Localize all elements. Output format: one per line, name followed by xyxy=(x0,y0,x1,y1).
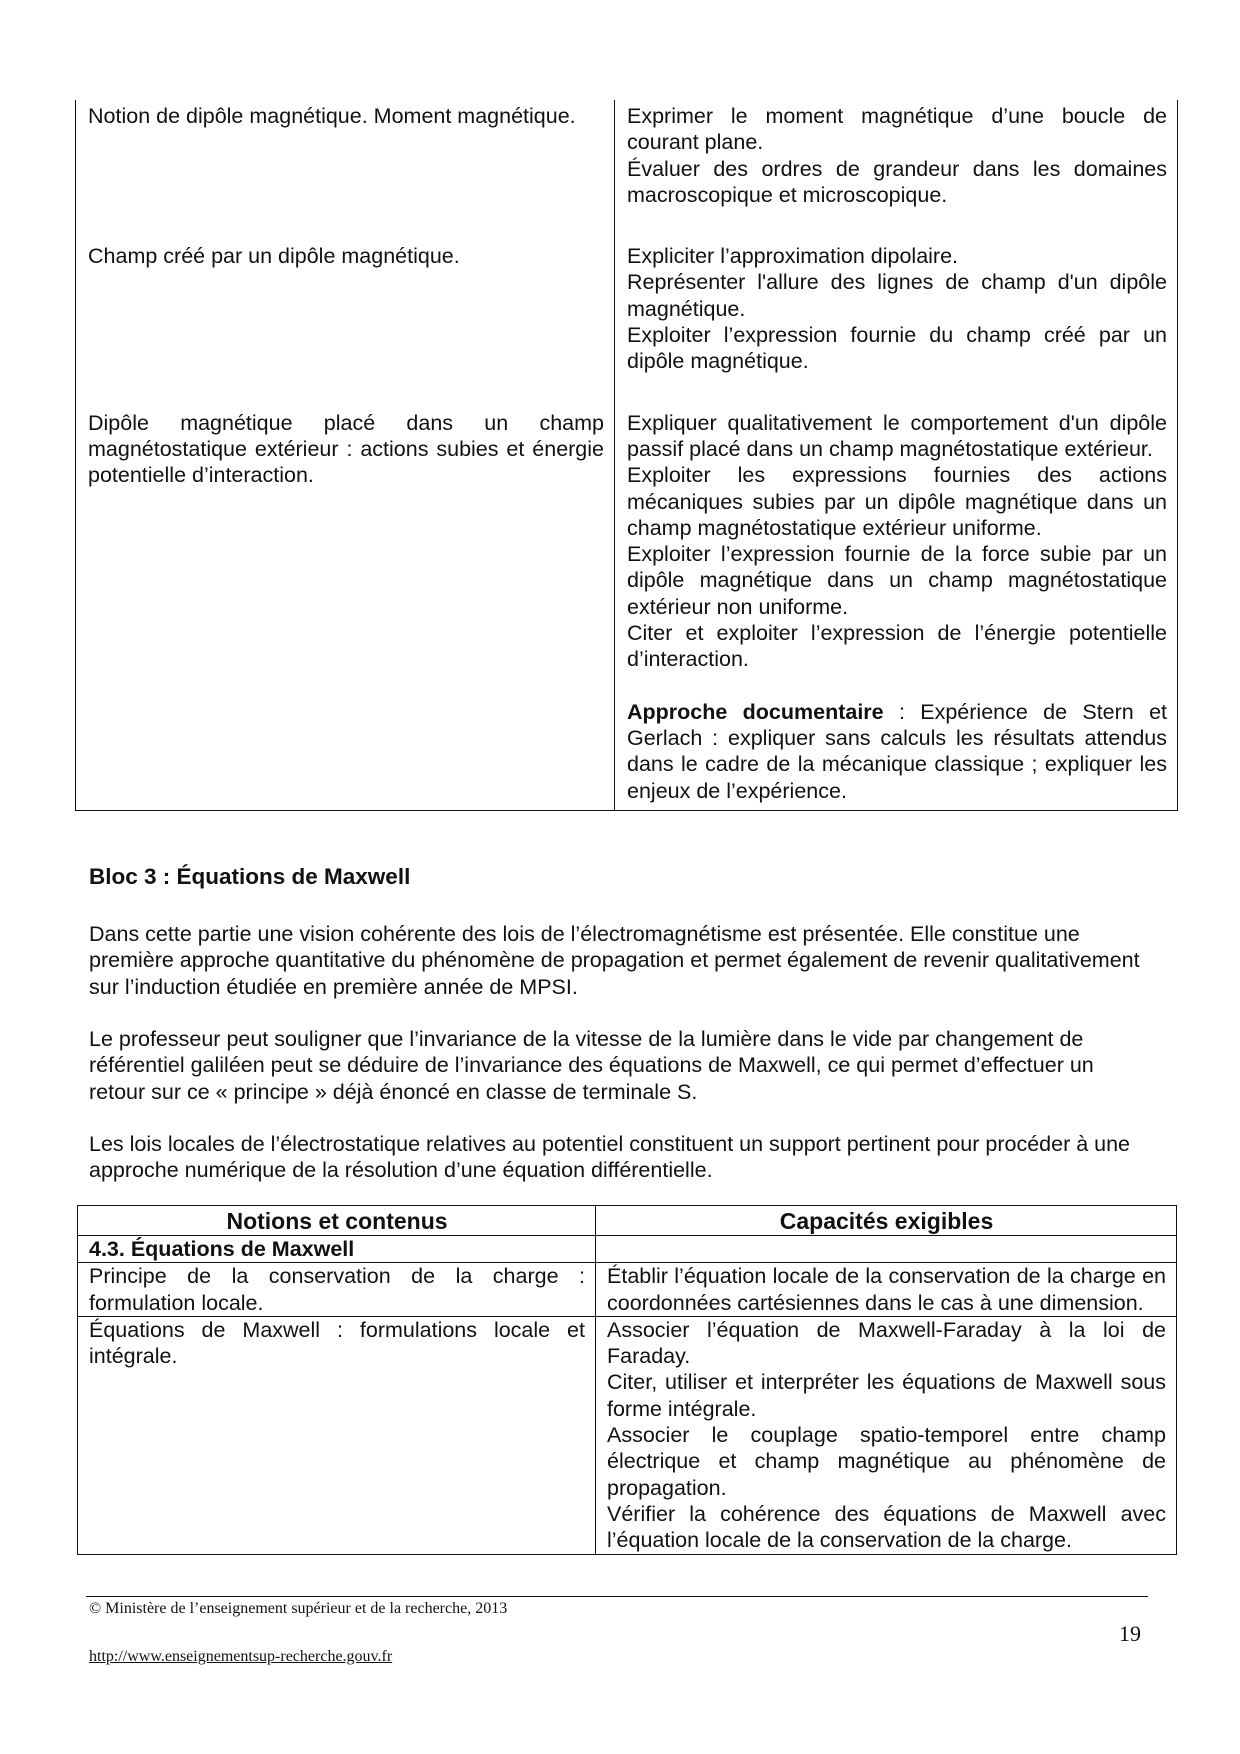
table-row xyxy=(76,407,1178,811)
footer-copyright: © Ministère de l’enseignement supérieur et de la recherche, 2013 xyxy=(89,1600,508,1617)
capacite-item: Associer le couplage spatio-temporel entre champ électrique et champ magnétique au phénomène de propagation. xyxy=(607,1423,1166,1500)
page-number: 19 xyxy=(1119,1621,1141,1646)
capacite-item: Expliciter l’approximation dipolaire. xyxy=(627,244,959,269)
capacite-item: Exploiter les expressions fournies des actions mécaniques subies par un dipôle magnétique dans un champ magnétostatique extérieur uniforme. xyxy=(627,463,1167,540)
table-subsection-row xyxy=(78,1236,1177,1263)
table-header-row xyxy=(78,1206,1177,1236)
capacite-item: Établir l’équation locale de la conservation de la charge en coordonnées cartésiennes dans le cas à une dimension. xyxy=(607,1264,1166,1315)
notion-cell xyxy=(76,407,615,811)
notion-text: Dipôle magnétique placé dans un champ magnétostatique extérieur : actions subies et énergie potentielle d’interaction. xyxy=(88,410,604,488)
capacites-cell xyxy=(615,240,1178,406)
notion-cell xyxy=(76,240,615,406)
capacite-item: Citer et exploiter l’expression de l’énergie potentielle d’interaction. xyxy=(627,621,1167,672)
capacites-cell xyxy=(615,407,1178,811)
notion-text: Notion de dipôle magnétique. Moment magnétique. xyxy=(88,104,576,128)
capacite-item: Représenter l'allure des lignes de champ d'un dipôle magnétique. xyxy=(627,270,1167,321)
notion-cell xyxy=(78,1316,596,1554)
capacites-cell xyxy=(596,1316,1177,1554)
capacites-cell xyxy=(615,100,1178,240)
notion-cell xyxy=(78,1263,596,1317)
table-row xyxy=(76,100,1178,240)
competences-table-continued xyxy=(75,100,1178,811)
section-paragraph: Les lois locales de l’électrostatique relatives au potentiel constituent un support pertinent pour procéder à une approche numérique de la résolution d’une équation différentielle. xyxy=(89,1132,1131,1183)
section-paragraph: Le professeur peut souligner que l’invariance de la vitesse de la lumière dans le vide par changement de référentiel galiléen peut se déduire de l’invariance des équations de Maxwell, ce qui permet d’effectuer un retour sur ce « principe » déjà énoncé en classe de terminale S. xyxy=(89,1027,1094,1104)
maxwell-table xyxy=(77,1205,1177,1555)
section-title: Bloc 3 : Équations de Maxwell xyxy=(89,864,411,889)
table-row xyxy=(78,1316,1177,1554)
capacite-item: Citer, utiliser et interpréter les équations de Maxwell sous forme intégrale. xyxy=(607,1370,1166,1421)
capacite-item: Évaluer des ordres de grandeur dans les domaines macroscopique et microscopique. xyxy=(627,156,1167,207)
approche-label: Approche documentaire xyxy=(627,699,884,724)
column-header-capacites: Capacités exigibles xyxy=(596,1206,1177,1236)
capacites-cell xyxy=(596,1263,1177,1317)
notion-text: Équations de Maxwell : formulations locale et intégrale. xyxy=(89,1317,585,1369)
capacite-item: Vérifier la cohérence des équations de Maxwell avec l’équation locale de la conservation de la charge. xyxy=(607,1501,1166,1553)
notion-cell xyxy=(76,100,615,240)
empty-cell xyxy=(596,1236,1177,1263)
notion-text: Champ créé par un dipôle magnétique. xyxy=(88,244,460,269)
capacite-item: Exprimer le moment magnétique d’une boucle de courant plane. xyxy=(627,104,1167,155)
approche-documentaire xyxy=(627,699,1167,804)
section-paragraph: Dans cette partie une vision cohérente des lois de l’électromagnétisme est présentée. Elle constitue une première approche quantitative du phénomène de propagation et permet également de revenir qualitativement sur l’induction étudiée en première année de MPSI. xyxy=(89,922,1140,999)
capacite-item: Associer l’équation de Maxwell-Faraday à la loi de Faraday. xyxy=(607,1317,1166,1369)
approche-text: : Expérience de Stern et Gerlach : expliquer sans calculs les résultats attendus dans le cadre de la mécanique classique ; expliquer les enjeux de l’expérience. xyxy=(627,699,1167,803)
table-row xyxy=(78,1263,1177,1317)
footer-divider xyxy=(86,1596,1148,1597)
capacite-item: Exploiter l’expression fournie du champ créé par un dipôle magnétique. xyxy=(627,323,1167,374)
subsection-title: 4.3. Équations de Maxwell xyxy=(78,1236,596,1263)
capacite-item: Exploiter l’expression fournie de la force subie par un dipôle magnétique dans un champ magnétostatique extérieur non uniforme. xyxy=(627,542,1167,619)
table-row xyxy=(76,240,1178,406)
column-header-notions: Notions et contenus xyxy=(78,1206,596,1236)
footer-url-link[interactable]: http://www.enseignementsup-recherche.gouv.fr xyxy=(89,1648,393,1665)
capacite-item: Expliquer qualitativement le comportement d'un dipôle passif placé dans un champ magnétostatique extérieur. xyxy=(627,410,1167,461)
notion-text: Principe de la conservation de la charge : formulation locale. xyxy=(89,1264,585,1315)
